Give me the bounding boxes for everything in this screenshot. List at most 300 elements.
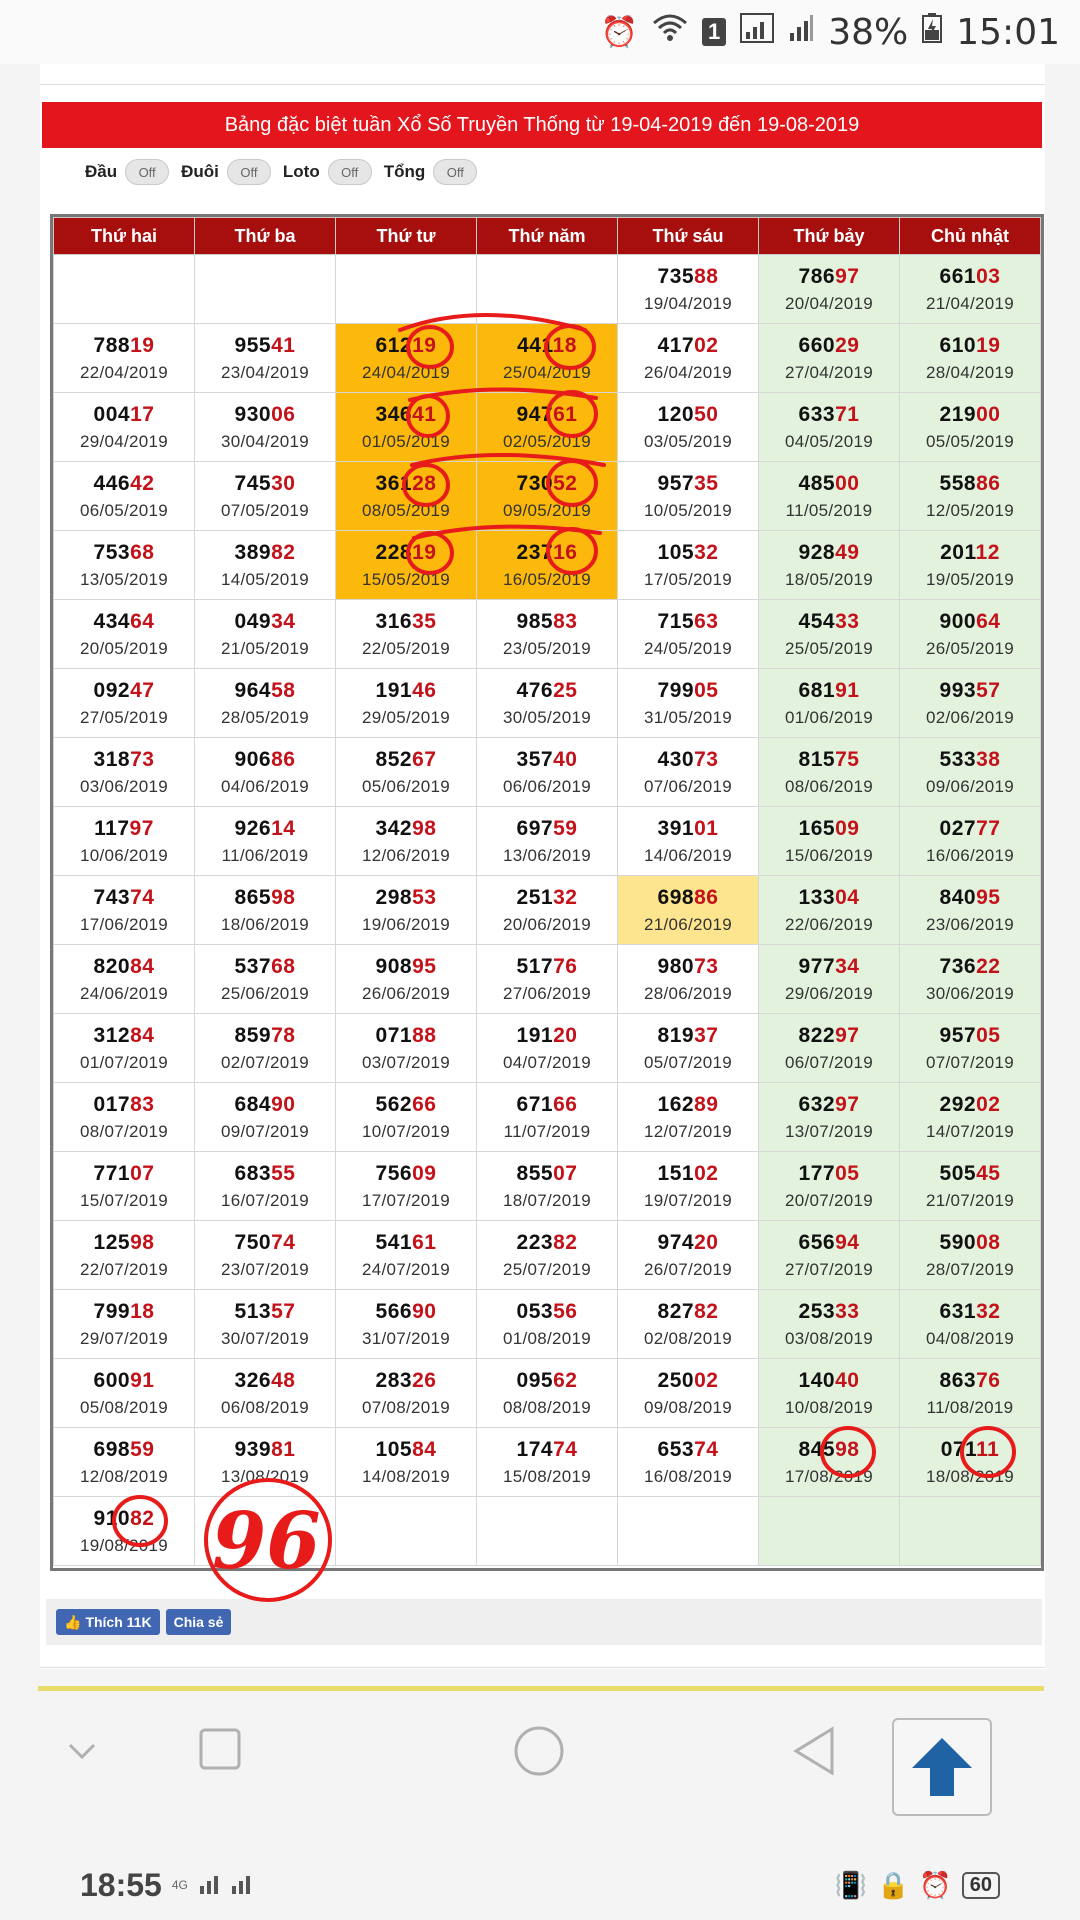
- number-tail: 66: [553, 1092, 578, 1116]
- number-tail: 56: [553, 1299, 578, 1323]
- result-cell: [54, 807, 195, 876]
- table-row: [54, 1359, 1041, 1428]
- toggle-dau-switch[interactable]: Off: [125, 159, 169, 185]
- result-cell: [336, 1428, 477, 1497]
- result-number: [54, 540, 194, 566]
- number-head: 485: [798, 471, 836, 495]
- status-bar: [0, 0, 1080, 64]
- result-cell: [618, 600, 759, 669]
- number-tail: 91: [835, 678, 860, 702]
- number-head: 993: [939, 678, 977, 702]
- result-number: [336, 1437, 476, 1463]
- number-tail: 98: [130, 1230, 155, 1254]
- number-head: 071: [375, 1023, 413, 1047]
- number-head: 454: [798, 609, 836, 633]
- result-date: 07/08/2019: [361, 1397, 451, 1417]
- number-tail: 46: [412, 678, 437, 702]
- home-circle-icon[interactable]: [513, 1725, 565, 1791]
- result-date: 13/08/2019: [220, 1466, 310, 1486]
- number-head: 863: [939, 1368, 977, 1392]
- result-number: [618, 1161, 758, 1187]
- result-date: 18/05/2019: [784, 569, 874, 589]
- result-date: 21/06/2019: [643, 914, 733, 934]
- result-date: 27/05/2019: [79, 707, 169, 727]
- number-tail: 76: [553, 954, 578, 978]
- result-number: [336, 1161, 476, 1187]
- result-number: [336, 609, 476, 635]
- result-number: [54, 1230, 194, 1256]
- number-tail: 05: [835, 1161, 860, 1185]
- result-number: [900, 333, 1040, 359]
- result-cell: [195, 945, 336, 1014]
- number-tail: 35: [412, 609, 437, 633]
- result-number: [900, 885, 1040, 911]
- number-head: 736: [939, 954, 977, 978]
- result-cell: [54, 669, 195, 738]
- number-head: 820: [93, 954, 131, 978]
- number-head: 191: [375, 678, 413, 702]
- result-date: 20/06/2019: [502, 914, 592, 934]
- result-number: [618, 1230, 758, 1256]
- result-date: 09/05/2019: [502, 500, 592, 520]
- number-head: 105: [375, 1437, 413, 1461]
- column-header: Thứ ba: [195, 218, 336, 255]
- number-head: 513: [234, 1299, 272, 1323]
- number-head: 298: [375, 885, 413, 909]
- number-tail: 47: [130, 678, 155, 702]
- number-tail: 02: [694, 1161, 719, 1185]
- result-date: 06/05/2019: [79, 500, 169, 520]
- result-date: 21/07/2019: [925, 1190, 1015, 1210]
- result-number: [759, 954, 899, 980]
- result-date: 30/06/2019: [925, 983, 1015, 1003]
- number-tail: 32: [553, 885, 578, 909]
- result-number: [336, 1299, 476, 1325]
- lock-rotation-icon: 🔒: [877, 1869, 910, 1900]
- result-number: [195, 1230, 335, 1256]
- result-cell: [195, 462, 336, 531]
- result-date: 11/08/2019: [926, 1397, 1014, 1417]
- result-date: 11/07/2019: [503, 1121, 591, 1141]
- number-tail: 01: [694, 816, 719, 840]
- result-cell: [759, 324, 900, 393]
- result-cell: [195, 1428, 336, 1497]
- secondary-status-bar: [0, 1850, 1080, 1920]
- result-date: 25/04/2019: [502, 362, 592, 382]
- table-body: [54, 255, 1041, 1566]
- result-number: [336, 747, 476, 773]
- column-header: Chủ nhật: [900, 218, 1041, 255]
- result-number: [336, 402, 476, 428]
- result-number: [54, 1299, 194, 1325]
- result-cell: [900, 1152, 1041, 1221]
- result-cell: [477, 462, 618, 531]
- number-tail: 97: [835, 1023, 860, 1047]
- signal-bars-icon: [198, 1870, 258, 1901]
- result-number: [900, 747, 1040, 773]
- number-tail: 90: [412, 1299, 437, 1323]
- result-date: 25/07/2019: [502, 1259, 592, 1279]
- result-date: 23/07/2019: [220, 1259, 310, 1279]
- result-number: [618, 540, 758, 566]
- result-number: [477, 471, 617, 497]
- result-cell: [54, 1290, 195, 1359]
- result-cell: [54, 738, 195, 807]
- result-cell: [195, 1359, 336, 1428]
- number-tail: 19: [412, 540, 437, 564]
- number-head: 562: [375, 1092, 413, 1116]
- result-number: [900, 678, 1040, 704]
- number-tail: 49: [835, 540, 860, 564]
- number-head: 771: [93, 1161, 131, 1185]
- result-date: 28/04/2019: [925, 362, 1015, 382]
- number-head: 745: [234, 471, 272, 495]
- number-tail: 74: [271, 1230, 296, 1254]
- result-date: 15/06/2019: [784, 845, 874, 865]
- result-date: 28/05/2019: [220, 707, 310, 727]
- result-number: [477, 816, 617, 842]
- number-tail: 18: [552, 333, 577, 357]
- result-date: 01/05/2019: [361, 431, 451, 451]
- number-head: 653: [657, 1437, 695, 1461]
- number-head: 342: [375, 816, 413, 840]
- result-number: [477, 747, 617, 773]
- result-number: [477, 333, 617, 359]
- number-head: 151: [657, 1161, 695, 1185]
- number-tail: 71: [835, 402, 860, 426]
- number-head: 930: [234, 402, 272, 426]
- number-tail: 53: [412, 885, 437, 909]
- number-head: 715: [657, 609, 695, 633]
- number-tail: 83: [553, 609, 578, 633]
- number-tail: 66: [412, 1092, 437, 1116]
- result-date: 08/05/2019: [361, 500, 451, 520]
- result-date: 08/08/2019: [502, 1397, 592, 1417]
- result-date: 20/07/2019: [784, 1190, 874, 1210]
- column-header: Thứ hai: [54, 218, 195, 255]
- result-cell: [477, 807, 618, 876]
- number-head: 840: [939, 885, 977, 909]
- number-tail: 06: [271, 402, 296, 426]
- filter-toggles: [85, 152, 481, 192]
- number-head: 292: [939, 1092, 977, 1116]
- result-date: 16/08/2019: [643, 1466, 733, 1486]
- result-number: [900, 954, 1040, 980]
- table-row: [54, 393, 1041, 462]
- result-cell: [336, 255, 477, 324]
- number-head: 250: [657, 1368, 695, 1392]
- number-head: 533: [939, 747, 977, 771]
- number-head: 631: [939, 1299, 977, 1323]
- result-date: 03/08/2019: [784, 1328, 874, 1348]
- number-tail: 38: [976, 747, 1001, 771]
- number-tail: 18: [130, 1299, 155, 1323]
- number-head: 092: [93, 678, 131, 702]
- number-head: 004: [93, 402, 131, 426]
- number-head: 105: [657, 540, 695, 564]
- table-row: [54, 1290, 1041, 1359]
- result-cell: [195, 1083, 336, 1152]
- column-header: Thứ sáu: [618, 218, 759, 255]
- number-tail: 19: [412, 333, 437, 357]
- result-number: [54, 747, 194, 773]
- result-date: 07/07/2019: [925, 1052, 1015, 1072]
- toggle-tong-switch[interactable]: Off: [433, 159, 477, 185]
- table-row: [54, 1014, 1041, 1083]
- result-date: 18/08/2019: [925, 1466, 1015, 1486]
- result-cell: [759, 462, 900, 531]
- number-head: 140: [798, 1368, 836, 1392]
- result-cell: [900, 1083, 1041, 1152]
- number-head: 819: [657, 1023, 695, 1047]
- thumbs-up-icon: 👍: [64, 1613, 82, 1630]
- number-head: 955: [234, 333, 272, 357]
- number-head: 049: [234, 609, 272, 633]
- result-number: [195, 1161, 335, 1187]
- number-tail: 59: [130, 1437, 155, 1461]
- table-row: [54, 531, 1041, 600]
- number-head: 517: [516, 954, 554, 978]
- result-date: 29/05/2019: [361, 707, 451, 727]
- number-tail: 78: [271, 1023, 296, 1047]
- number-head: 671: [516, 1092, 554, 1116]
- number-tail: 82: [130, 1506, 155, 1530]
- result-number: [900, 1368, 1040, 1394]
- result-number: [900, 609, 1040, 635]
- result-cell: [477, 669, 618, 738]
- number-head: 799: [657, 678, 695, 702]
- result-number: [900, 816, 1040, 842]
- result-date: 20/05/2019: [79, 638, 169, 658]
- table-row: [54, 1083, 1041, 1152]
- result-date: 07/06/2019: [643, 776, 733, 796]
- result-cell: [336, 1497, 477, 1566]
- result-date: 01/06/2019: [784, 707, 874, 727]
- toggle-loto-switch[interactable]: Off: [328, 159, 372, 185]
- like-label: Thích 11K: [85, 1614, 152, 1630]
- result-number: [759, 540, 899, 566]
- result-date: 14/08/2019: [361, 1466, 451, 1486]
- result-number: [900, 1437, 1040, 1463]
- number-head: 389: [234, 540, 272, 564]
- result-date: 09/08/2019: [643, 1397, 733, 1417]
- result-date: 12/05/2019: [925, 500, 1015, 520]
- number-tail: 33: [835, 1299, 860, 1323]
- result-number: [195, 885, 335, 911]
- result-cell: [900, 669, 1041, 738]
- number-tail: 76: [976, 1368, 1001, 1392]
- result-date: 04/06/2019: [220, 776, 310, 796]
- result-cell: [759, 1428, 900, 1497]
- number-head: 053: [516, 1299, 554, 1323]
- number-head: 855: [516, 1161, 554, 1185]
- number-head: 417: [657, 333, 695, 357]
- result-cell: [759, 669, 900, 738]
- result-cell: [336, 531, 477, 600]
- number-tail: 00: [835, 471, 860, 495]
- result-date: 13/06/2019: [502, 845, 592, 865]
- result-cell: [195, 324, 336, 393]
- result-date: 20/04/2019: [784, 293, 874, 313]
- table-header-row: [54, 218, 1041, 255]
- result-date: 10/06/2019: [79, 845, 169, 865]
- result-number: [477, 954, 617, 980]
- result-date: 27/07/2019: [784, 1259, 874, 1279]
- chevron-down-icon[interactable]: [62, 1725, 102, 1785]
- result-number: [54, 885, 194, 911]
- result-cell: [618, 462, 759, 531]
- result-cell: [759, 1359, 900, 1428]
- number-tail: 19: [130, 333, 155, 357]
- number-head: 326: [234, 1368, 272, 1392]
- facebook-like-button[interactable]: [56, 1609, 160, 1635]
- result-cell: [195, 1221, 336, 1290]
- number-head: 361: [375, 471, 413, 495]
- result-date: 29/04/2019: [79, 431, 169, 451]
- number-head: 698: [93, 1437, 131, 1461]
- result-date: 24/04/2019: [361, 362, 451, 382]
- result-cell: [477, 255, 618, 324]
- result-cell: [900, 1497, 1041, 1566]
- result-cell: [618, 393, 759, 462]
- number-tail: 45: [976, 1161, 1001, 1185]
- number-tail: 09: [412, 1161, 437, 1185]
- number-tail: 26: [412, 1368, 437, 1392]
- number-head: 750: [234, 1230, 272, 1254]
- result-cell: [618, 945, 759, 1014]
- number-tail: 05: [694, 678, 719, 702]
- result-number: [618, 1368, 758, 1394]
- result-cell: [900, 1014, 1041, 1083]
- table-row: [54, 462, 1041, 531]
- result-cell: [54, 1428, 195, 1497]
- number-tail: 00: [976, 402, 1001, 426]
- result-cell: [195, 531, 336, 600]
- number-tail: 98: [412, 816, 437, 840]
- result-number: [54, 1092, 194, 1118]
- column-header: Thứ năm: [477, 218, 618, 255]
- result-cell: [195, 1497, 336, 1566]
- result-date: 03/07/2019: [361, 1052, 451, 1072]
- result-cell: [900, 324, 1041, 393]
- result-date: 24/05/2019: [643, 638, 733, 658]
- number-head: 822: [798, 1023, 836, 1047]
- result-date: 05/05/2019: [925, 431, 1015, 451]
- number-head: 756: [375, 1161, 413, 1185]
- number-head: 312: [93, 1023, 131, 1047]
- number-head: 788: [93, 333, 131, 357]
- result-number: [618, 678, 758, 704]
- number-head: 926: [234, 816, 272, 840]
- result-number: [336, 1230, 476, 1256]
- number-tail: 16: [553, 540, 578, 564]
- result-date: 06/06/2019: [502, 776, 592, 796]
- result-number: [195, 1437, 335, 1463]
- number-head: 120: [657, 402, 695, 426]
- number-head: 632: [798, 1092, 836, 1116]
- number-head: 201: [940, 540, 976, 564]
- toggle-duoi-switch[interactable]: Off: [227, 159, 271, 185]
- table-row: [54, 807, 1041, 876]
- result-cell: [477, 1497, 618, 1566]
- result-date: 17/08/2019: [784, 1466, 874, 1486]
- divider: [40, 1667, 1045, 1668]
- number-head: 446: [93, 471, 131, 495]
- battery-indicator: 60: [962, 1872, 1000, 1899]
- result-number: [618, 1092, 758, 1118]
- number-head: 827: [657, 1299, 695, 1323]
- result-cell: [336, 1083, 477, 1152]
- result-cell: [54, 1014, 195, 1083]
- result-date: 14/07/2019: [925, 1121, 1015, 1141]
- result-cell: [900, 531, 1041, 600]
- number-tail: 50: [694, 402, 719, 426]
- result-date: 16/06/2019: [925, 845, 1015, 865]
- column-header: Thứ tư: [336, 218, 477, 255]
- number-tail: 89: [694, 1092, 719, 1116]
- result-number: [759, 264, 899, 290]
- result-number: [477, 609, 617, 635]
- number-tail: 14: [271, 816, 296, 840]
- number-head: 753: [93, 540, 131, 564]
- result-cell: [477, 1083, 618, 1152]
- result-cell: [618, 807, 759, 876]
- result-date: 11/05/2019: [785, 500, 873, 520]
- number-head: 906: [234, 747, 272, 771]
- recents-square-icon[interactable]: [198, 1725, 242, 1785]
- result-date: 10/08/2019: [784, 1397, 874, 1417]
- result-date: 21/05/2019: [220, 638, 310, 658]
- table-row: [54, 876, 1041, 945]
- number-tail: 74: [130, 885, 155, 909]
- number-tail: 86: [694, 885, 719, 909]
- scroll-to-top-button[interactable]: [892, 1718, 992, 1816]
- result-number: [618, 954, 758, 980]
- number-head: 590: [939, 1230, 977, 1254]
- result-date: 29/07/2019: [79, 1328, 169, 1348]
- result-number: [900, 1230, 1040, 1256]
- number-head: 346: [375, 402, 413, 426]
- number-tail: 28: [412, 471, 437, 495]
- clock: 15:01: [956, 11, 1060, 53]
- back-triangle-icon[interactable]: [790, 1725, 838, 1791]
- result-number: [477, 1437, 617, 1463]
- facebook-share-button[interactable]: Chia sẻ: [166, 1609, 232, 1635]
- result-date: 24/07/2019: [361, 1259, 451, 1279]
- result-number: [900, 471, 1040, 497]
- number-tail: 58: [271, 678, 296, 702]
- result-number: [759, 402, 899, 428]
- result-number: [759, 1092, 899, 1118]
- number-head: 735: [657, 264, 695, 288]
- result-number: [54, 1161, 194, 1187]
- number-tail: 75: [835, 747, 860, 771]
- number-head: 318: [93, 747, 131, 771]
- result-cell: [618, 1290, 759, 1359]
- result-date: 18/06/2019: [220, 914, 310, 934]
- battery-percent: 38%: [828, 11, 909, 53]
- result-cell: [618, 1497, 759, 1566]
- result-cell: [54, 393, 195, 462]
- number-tail: 30: [271, 471, 296, 495]
- table-row: [54, 600, 1041, 669]
- number-tail: 57: [976, 678, 1001, 702]
- network-type: 4G: [171, 1878, 188, 1892]
- result-date: 23/05/2019: [502, 638, 592, 658]
- result-cell: [900, 600, 1041, 669]
- number-tail: 64: [976, 609, 1001, 633]
- table-row: [54, 945, 1041, 1014]
